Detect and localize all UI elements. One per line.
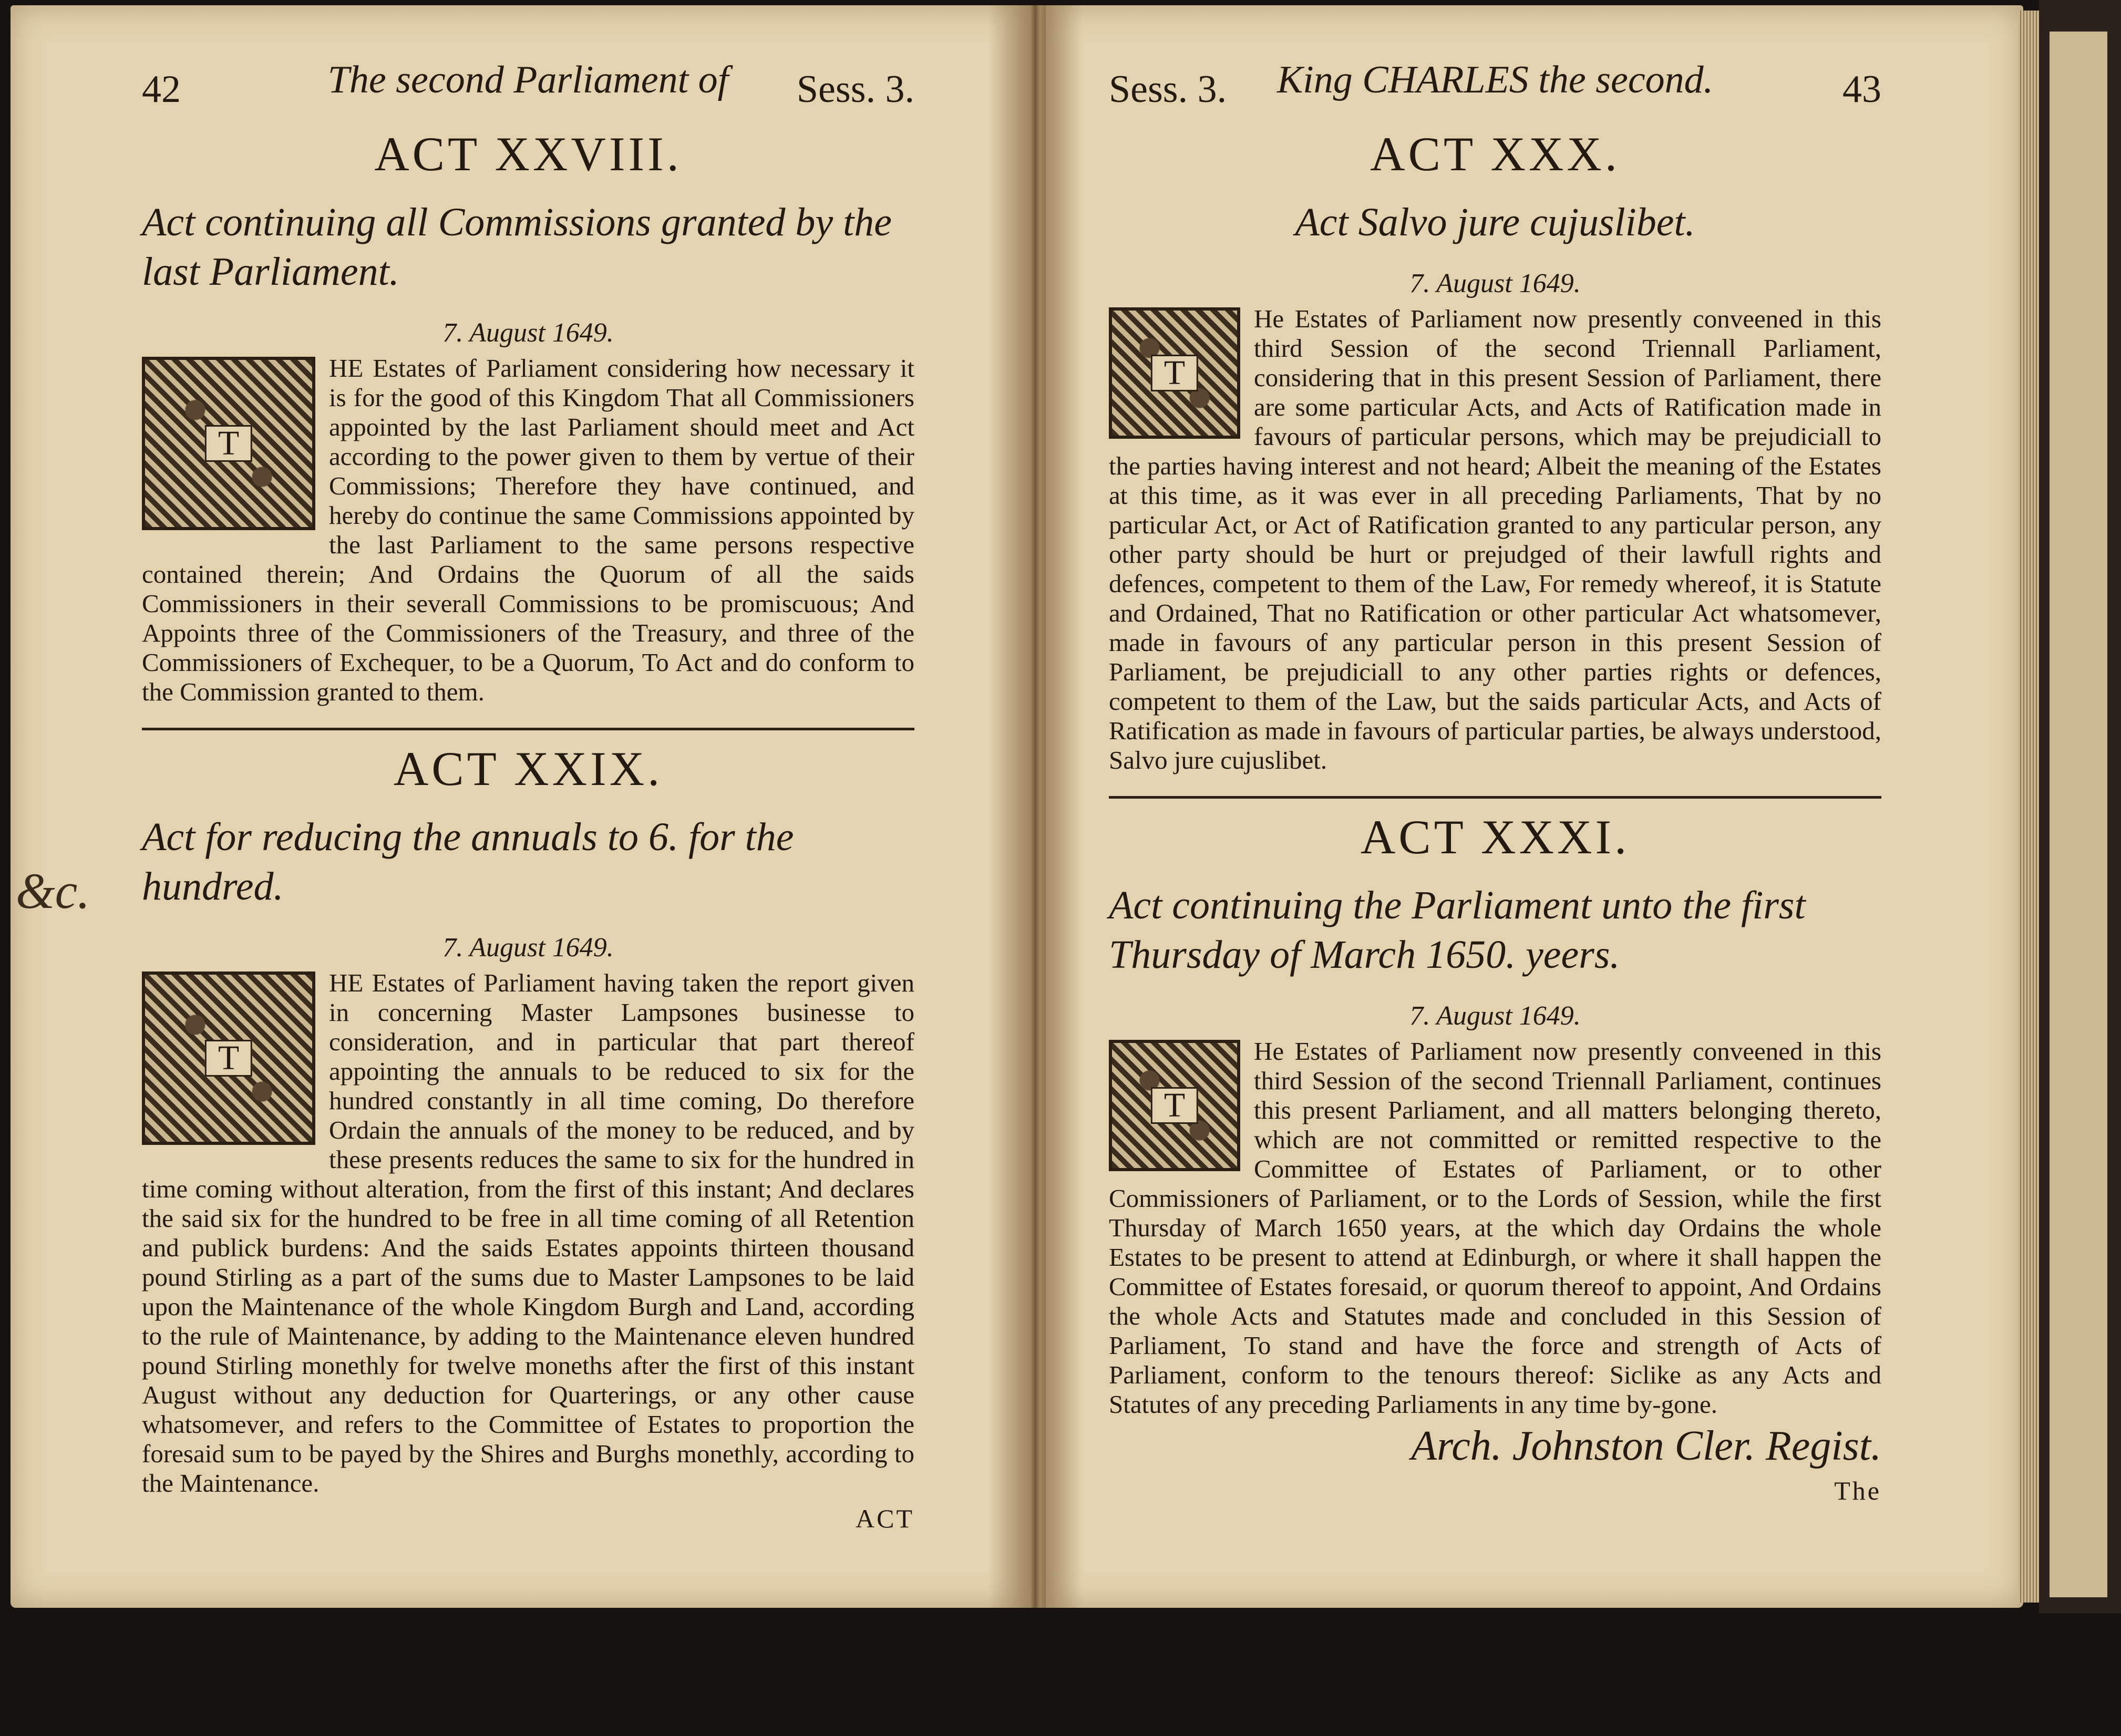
- act28-title: ACT XXVIII.: [374, 127, 682, 181]
- act28-initial: T: [205, 425, 252, 462]
- divider-rule: [1109, 796, 1881, 799]
- act31-date: 7. August 1649.: [1409, 1001, 1581, 1031]
- divider-rule: [142, 728, 914, 730]
- book-gutter: [988, 5, 1083, 1608]
- right-session: Sess. 3.: [1109, 68, 1227, 111]
- margin-mark: &c.: [16, 863, 90, 919]
- act29-title: ACT XXIX.: [393, 742, 663, 795]
- clerk-signature: Arch. Johnston Cler. Regist.: [1411, 1423, 1881, 1469]
- right-page-column: [1109, 58, 1881, 1506]
- left-page-number: 42: [142, 68, 181, 111]
- act31-body: [1109, 1037, 1881, 1419]
- act30-drop-cap: [1109, 307, 1240, 439]
- act28-drop-cap: [142, 357, 315, 530]
- act30-body: [1109, 304, 1881, 775]
- act29-initial: T: [205, 1040, 252, 1077]
- left-session: Sess. 3.: [796, 68, 914, 111]
- act29-text: HE Estates of Parliament having taken the report given in concerning Master Lampsones businesse to consideration, and in particular that part thereof appointing the annuals to be reduced to six for the hundred constantly in all time coming, Do therefore Ordain the annuals of the money to be reduced, and by these presents reduces the same to six for the hundred in time coming without alteration, from the first of this instant; And declares the said six for the hundred to be free in all time coming of all Retention and publick burdens: And the saids Estates appoints thirteen thousand pound Stirling as a part of the sums due to Master Lampsones to be laid upon the Maintenance of the whole Kingdom Burgh and Land, according to the rule of Maintenance, by adding to the Maintenance eleven hundred pound Stirling monethly for twelve moneths after the first of this instant August without any deduction for Quarterings, or any other cause whatsomever, and refers to the Committee of Estates to proportion the foresaid sum to be payed by the Shires and Burghs monethly, according to the Maintenance.: [142, 968, 914, 1497]
- act31-text: He Estates of Parliament now presently conveened in this third Session of the second Triennall Parliament, continues this present Parliament, and all matters belonging thereto, which are not committed or remitted respective to the Committee of Estates of Parliament, or to other Commissioners of Parliament, or to the Lords of Session, while the first Thursday of March 1650 years, at the which day Ordains the whole Estates to be present to attend at Edinburgh, or where it shall happen the Committee of Estates foresaid, or quorum thereof to appoint, And Ordains the whole Acts and Statutes made and concluded in this Session of Parliament, To stand and have the force and strength of Acts of Parliament, conform to the tenours thereof: Siclike as any Acts and Statutes of any preceding Parliaments in any time by-gone.: [1109, 1037, 1881, 1419]
- left-catchword: ACT: [856, 1504, 914, 1533]
- left-running-title: The second Parliament of: [327, 58, 729, 101]
- act31-subtitle: Act continuing the Parliament unto the first Thursday of March 1650. yeers.: [1109, 883, 1806, 977]
- act28-subtitle: Act continuing all Commissions granted by the last Parliament.: [142, 200, 892, 294]
- act30-subtitle: Act Salvo jure cujuslibet.: [1295, 200, 1695, 244]
- act28-date: 7. August 1649.: [442, 318, 614, 348]
- act30-title: ACT XXX.: [1370, 127, 1620, 181]
- right-running-head: [1109, 58, 1881, 116]
- act31-drop-cap: [1109, 1040, 1240, 1171]
- act29-body: [142, 968, 914, 1498]
- act28-body: [142, 354, 914, 707]
- act30-text: He Estates of Parliament now presently conveened in this third Session of the second Triennall Parliament, considering that in this present Session of Parliament, there are some particular Acts, and Acts of Ratification made in favours of particular persons, which may be prejudiciall to the parties having interest and not heard; Albeit the meaning of the Estates at this time, as it was ever in all preceding Parliaments, That by no particular Act, or Act of Ratification granted to any particular person, any other party should be hurt or prejudged of their lawfull rights and defences, competent to them of the Law, For remedy whereof, it is Statute and Ordained, That no Ratification or other particular Act whatsomever, made in favours of any particular person in this present Session of Parliament, be prejudiciall to any other parties rights or defences, competent to them of the Law, but the saids particular Acts, and Acts of Ratification as made in favours of particular parties, be always understood, Salvo jure cujuslibet.: [1109, 304, 1881, 774]
- act31-title: ACT XXXI.: [1360, 810, 1630, 864]
- book-cover-inner: [2050, 32, 2107, 1597]
- right-page-number: 43: [1842, 68, 1881, 111]
- left-page-column: [142, 58, 914, 1534]
- act29-subtitle: Act for reducing the annuals to 6. for the hundred.: [142, 815, 794, 908]
- act29-date: 7. August 1649.: [442, 933, 614, 963]
- right-running-title: King CHARLES the second.: [1276, 58, 1714, 101]
- act30-date: 7. August 1649.: [1409, 268, 1581, 298]
- act28-text: HE Estates of Parliament considering how necessary it is for the good of this Kingdom That all Commissioners appointed by the last Parliament should meet and Act according to the power given to them by vertue of their Commissions; Therefore they have continued, and hereby do continue the same Commissions appointed by the last Parliament to the same persons respective contained therein; And Ordains the Quorum of all the saids Commissioners in their severall Commissions to be promiscuous; And Appoints three of the Commissioners of the Treasury, and three of the Commissioners of Exchequer, to be a Quorum, To Act and do conform to the Commission granted to them.: [142, 354, 914, 706]
- act30-initial: T: [1151, 355, 1198, 391]
- left-running-head: [142, 58, 914, 116]
- act31-initial: T: [1151, 1087, 1198, 1124]
- act29-drop-cap: [142, 972, 315, 1145]
- right-catchword: The: [1834, 1476, 1881, 1505]
